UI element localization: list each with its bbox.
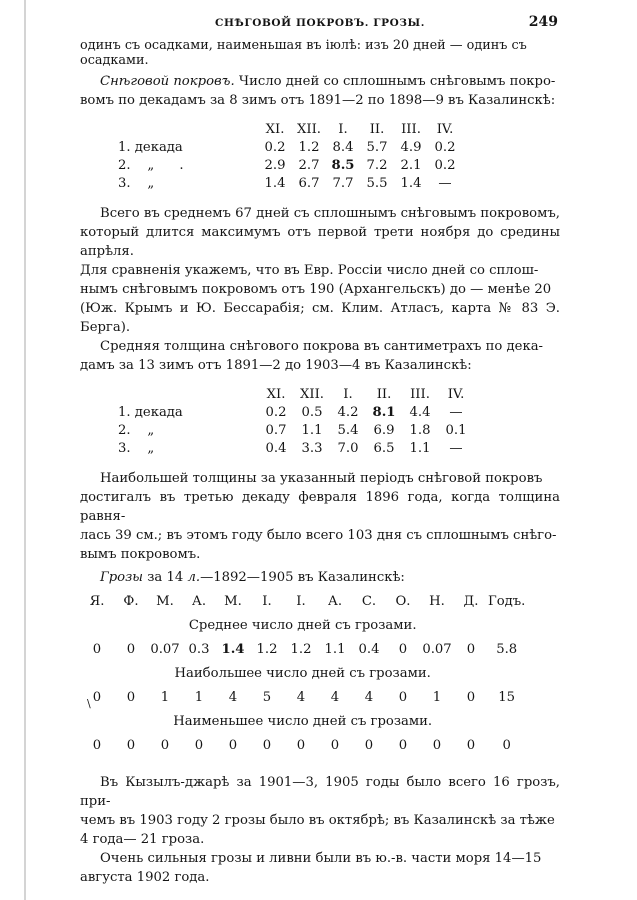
table-cell: 0 (160, 737, 170, 753)
table-cell: 4.2 (337, 404, 359, 420)
page-number: 249 (528, 14, 558, 30)
table-cell: — (438, 175, 452, 191)
month-header: А. (327, 593, 343, 609)
table-cell: 2.9 (264, 157, 286, 173)
table-cell: 4.4 (409, 404, 431, 420)
table-cell: 0 (466, 641, 476, 657)
kyzyl-jar-paragraph (80, 773, 560, 849)
table-cell: 5.8 (496, 641, 518, 657)
text-line: Всего въ среднемъ 67 дней съ сплошнымъ снѣговымъ покровомъ, (100, 206, 560, 221)
table-cell: 0.4 (265, 440, 287, 456)
running-header (80, 12, 560, 38)
table-cell: 3.3 (301, 440, 323, 456)
column-header: XII. (297, 121, 321, 137)
snow-days-table (118, 120, 462, 192)
table-cell: 0.1 (445, 422, 467, 438)
text-line: (Юж. Крымъ и Ю. Бессарабія; см. Клим. Атласъ, карта № 83 Э. Берга). (80, 301, 560, 335)
table-cell: 5.4 (337, 422, 359, 438)
table-cell: 0 (126, 689, 136, 705)
column-header: XI. (266, 386, 286, 402)
text-line: осадками. (80, 53, 149, 68)
header-title: СНѢГОВОЙ ПОКРОВЪ. ГРОЗЫ. (215, 17, 425, 29)
text-line: вымъ покровомъ. (80, 547, 201, 562)
column-header: XII. (300, 386, 324, 402)
table-cell: 0 (398, 737, 408, 753)
table-row (80, 735, 525, 755)
table-cell: 0.7 (265, 422, 287, 438)
month-header: М. (156, 593, 174, 609)
column-header: IV. (436, 121, 454, 137)
storms-intro-years-abbr: л. (187, 570, 201, 585)
table-cell: 1.1 (409, 440, 431, 456)
month-header: І. (296, 593, 306, 609)
table-row (118, 439, 474, 457)
table-cell: 0.3 (188, 641, 210, 657)
table-cell: 0.4 (358, 641, 380, 657)
table-cell: 6.7 (298, 175, 320, 191)
table-cell: 1.2 (298, 139, 320, 155)
table-cell: 1 (194, 689, 204, 705)
row-label: 3. „ (118, 440, 155, 456)
table-cell: 1.4 (264, 175, 286, 191)
table-cell: 5.5 (366, 175, 388, 191)
month-header: Годъ. (488, 593, 526, 609)
column-header: II. (369, 121, 385, 137)
column-header: I. (338, 121, 348, 137)
text-line: чемъ въ 1903 году 2 грозы было въ октябрѣ; въ Казалинскѣ за тѣже (80, 813, 555, 828)
table-cell: 1 (160, 689, 170, 705)
min-storms-title: Наименьшее число дней съ грозами. (173, 713, 433, 729)
table-header-row (118, 385, 474, 403)
table-cell: 5.7 (366, 139, 388, 155)
book-page (80, 12, 560, 887)
table-cell: 0.2 (265, 404, 287, 420)
table-row (118, 421, 474, 439)
table-cell: 0 (466, 689, 476, 705)
month-header: Д. (463, 593, 479, 609)
row-label: 1. декада (118, 404, 183, 420)
table-row (118, 156, 462, 174)
row-label: 1. декада (118, 139, 183, 155)
thunderstorm-table (80, 591, 525, 755)
snow-depth-table (118, 385, 474, 457)
table-cell: 8.1 (372, 404, 396, 420)
text-line: Въ Кызылъ-джарѣ за 1901—3, 1905 годы было всего 16 грозъ, при- (80, 775, 560, 809)
table-cell: 0 (330, 737, 340, 753)
storms-heading: Грозы (100, 570, 144, 585)
table-row (80, 687, 525, 707)
column-header: III. (410, 386, 430, 402)
row-label: 2. „ . (118, 157, 184, 173)
table-row (80, 639, 525, 659)
table-cell: 0 (432, 737, 442, 753)
avg-storms-title: Среднее число дней съ грозами. (188, 617, 417, 633)
table-cell: 1.4 (221, 641, 245, 657)
table-row (118, 138, 462, 156)
text-line: Очень сильныя грозы и ливни были въ ю.-в. части моря 14—15 (100, 851, 542, 866)
table-cell: — (449, 404, 463, 420)
table-cell: 0 (364, 737, 374, 753)
table-cell: 4 (228, 689, 238, 705)
table-cell: 4 (296, 689, 306, 705)
storms-intro (80, 568, 560, 587)
text-line: лась 39 см.; въ этомъ году было всего 103 дня съ сплошнымъ снѣго- (80, 528, 557, 543)
month-header: А. (191, 593, 207, 609)
snow-cover-heading: Снѣговой покровъ. (100, 74, 235, 89)
table-cell: 0 (228, 737, 238, 753)
text-line: который длится максимумъ отъ первой трети ноября до средины апрѣля. (80, 225, 560, 259)
table-cell: 2.1 (400, 157, 422, 173)
table-cell: 2.7 (298, 157, 320, 173)
text-line: вомъ по декадамъ за 8 зимъ отъ 1891—2 по 1898—9 въ Казалинскѣ: (80, 93, 556, 108)
column-header: IV. (447, 386, 465, 402)
column-header: XI. (265, 121, 285, 137)
table-cell: 1.8 (409, 422, 431, 438)
text-line: Для сравненія укажемъ, что въ Евр. Россіи число дней со сплош- (80, 263, 539, 278)
text-line: достигалъ въ третью декаду февраля 1896 года, когда толщина равня- (80, 490, 560, 524)
month-header: Я. (89, 593, 105, 609)
table-cell: 8.5 (331, 157, 355, 173)
snow-max-paragraph (80, 469, 560, 564)
table-cell: 5 (262, 689, 272, 705)
column-header: III. (401, 121, 421, 137)
table-cell: — (449, 440, 463, 456)
table-cell: 8.4 (332, 139, 354, 155)
table-cell: 0.07 (150, 641, 180, 657)
table-row (118, 174, 462, 192)
text-line: дамъ за 13 зимъ отъ 1891—2 до 1903—4 въ Казалинскѣ: (80, 358, 472, 373)
table-cell: 0.07 (422, 641, 452, 657)
table-cell: 1.4 (400, 175, 422, 191)
table-cell: 0 (194, 737, 204, 753)
table-cell: 0 (92, 689, 102, 705)
table-cell: 1.2 (256, 641, 278, 657)
table-cell: 0 (502, 737, 511, 753)
page-edge-rule (24, 0, 26, 900)
month-header: Н. (429, 593, 445, 609)
text-line: 4 года— 21 гроза. (80, 832, 205, 847)
table-cell: 4 (330, 689, 340, 705)
table-cell: 7.0 (337, 440, 359, 456)
column-header: I. (343, 386, 353, 402)
stray-print-mark: \ (87, 697, 91, 710)
month-header: І. (262, 593, 272, 609)
snow-comparison-paragraph (80, 204, 560, 375)
storms-intro-text: за 14 (143, 570, 188, 585)
text-line: августа 1902 года. (80, 870, 210, 885)
table-cell: 0 (398, 689, 408, 705)
table-cell: 0.2 (434, 139, 456, 155)
table-cell: 6.9 (373, 422, 395, 438)
table-cell: 7.2 (366, 157, 388, 173)
table-cell: 4.9 (400, 139, 422, 155)
table-cell: 0 (466, 737, 476, 753)
table-cell: 4 (364, 689, 374, 705)
table-cell: 0 (398, 641, 408, 657)
month-header: М. (224, 593, 242, 609)
strong-storms-paragraph (80, 849, 560, 887)
month-header: С. (361, 593, 377, 609)
table-header-row (118, 120, 462, 138)
table-cell: 0 (262, 737, 272, 753)
text-line: Число дней со сплошнымъ снѣговымъ покро- (238, 74, 556, 89)
table-cell: 0.2 (264, 139, 286, 155)
text-line: Наибольшей толщины за указанный періодъ снѣговой покровъ (100, 471, 543, 486)
table-cell: 1 (432, 689, 442, 705)
table-cell: 0.2 (434, 157, 456, 173)
text-line: одинъ съ осадками, наименьшая въ іюлѣ: изъ 20 дней — одинъ съ (80, 38, 527, 53)
table-cell: 0 (296, 737, 306, 753)
table-row (118, 403, 474, 421)
table-cell: 7.7 (332, 175, 354, 191)
row-label: 2. „ (118, 422, 155, 438)
table-cell: 6.5 (373, 440, 395, 456)
column-header: II. (376, 386, 392, 402)
snow-cover-intro (80, 72, 560, 110)
month-header: О. (395, 593, 411, 609)
month-header-row (80, 591, 525, 611)
table-cell: 1.1 (324, 641, 346, 657)
month-header: Ф. (123, 593, 139, 609)
carry-over-paragraph (80, 38, 560, 68)
table-cell: 0 (92, 641, 102, 657)
row-label: 3. „ (118, 175, 155, 191)
text-line: Средняя толщина снѣгового покрова въ сантиметрахъ по дека- (100, 339, 544, 354)
table-cell: 15 (498, 689, 516, 705)
table-cell: 0 (92, 737, 102, 753)
table-cell: 1.2 (290, 641, 312, 657)
table-cell: 0 (126, 641, 136, 657)
max-storms-title: Наибольшее число дней съ грозами. (174, 665, 431, 681)
table-cell: 0 (126, 737, 136, 753)
storms-intro-text: —1892—1905 въ Казалинскѣ: (200, 570, 405, 585)
text-line: нымъ снѣговымъ покровомъ отъ 190 (Архангельскъ) до — менѣе 20 (80, 282, 552, 297)
table-cell: 1.1 (301, 422, 323, 438)
table-cell: 0.5 (301, 404, 323, 420)
